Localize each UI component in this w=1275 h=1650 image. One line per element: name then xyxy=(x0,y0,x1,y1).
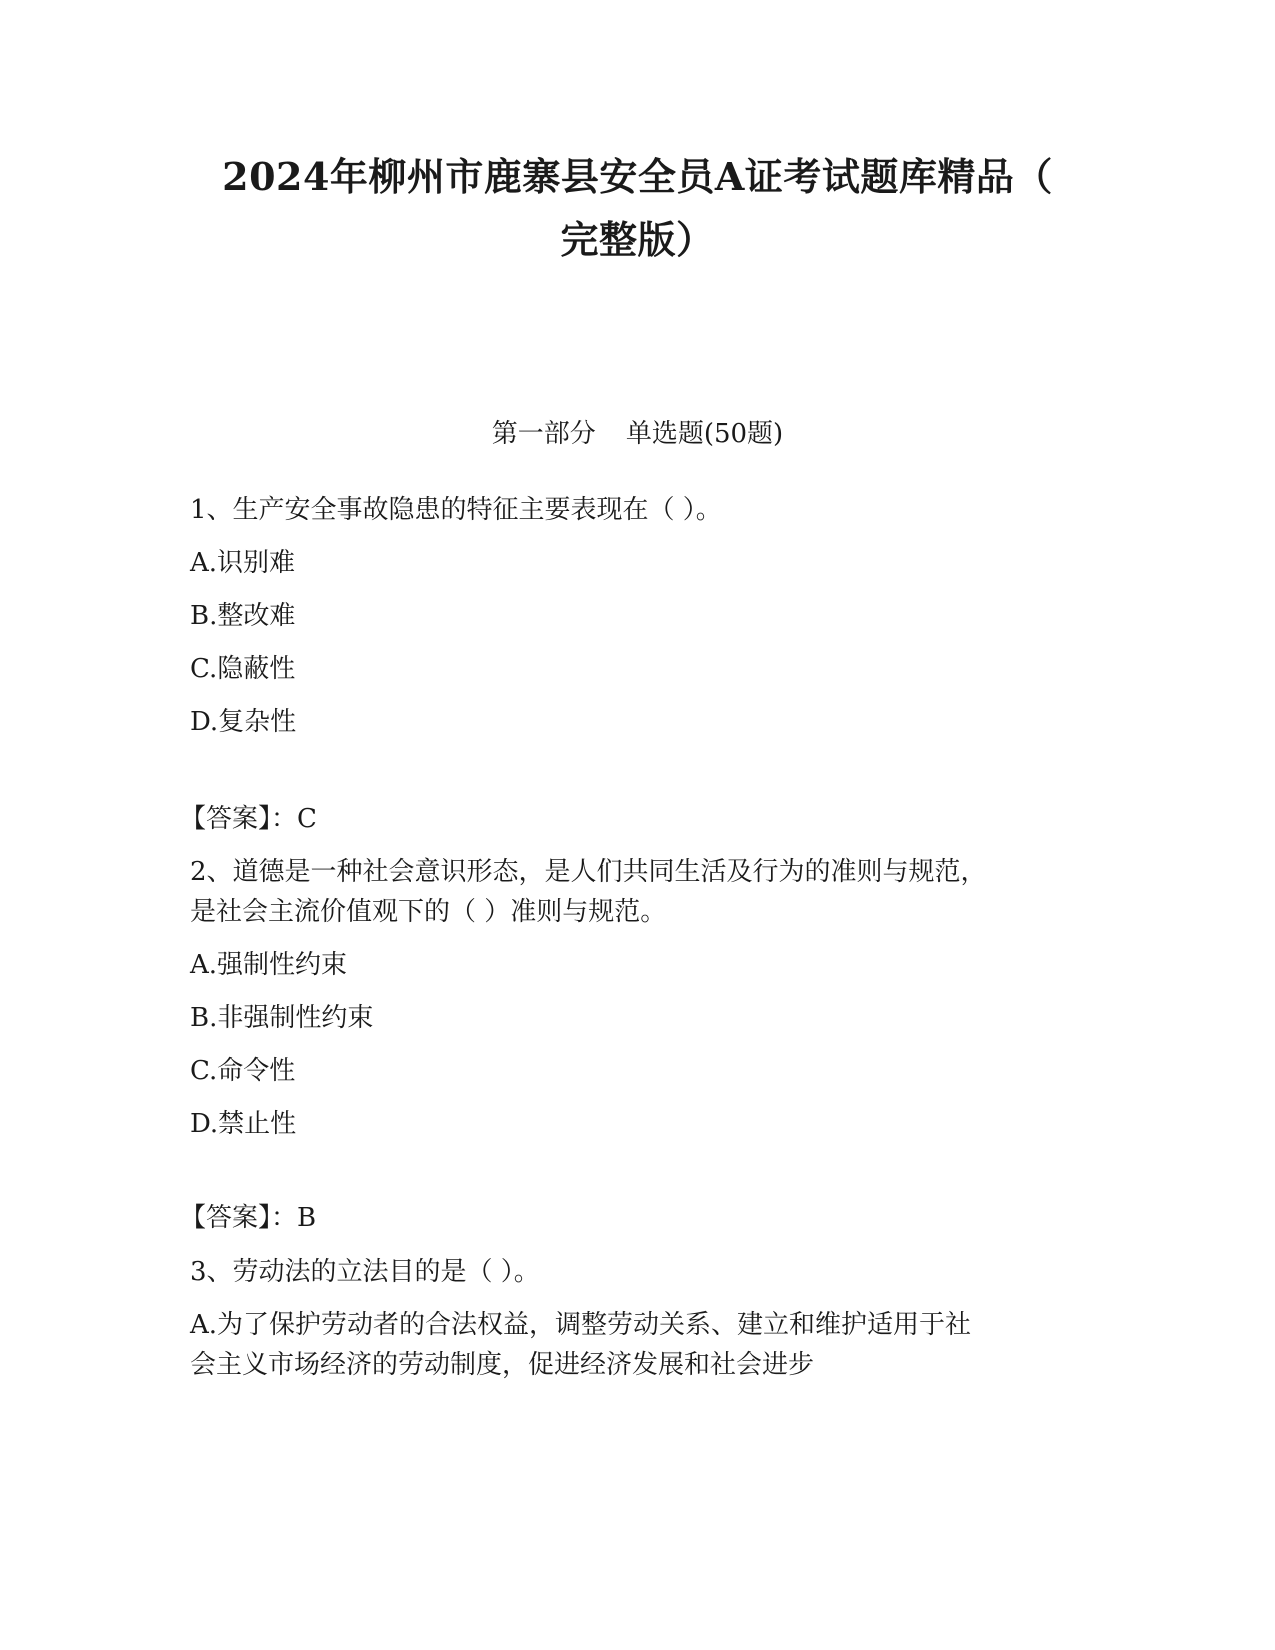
question-1-option-a: A.识别难 xyxy=(190,548,296,578)
document-title-line-1: 2024年柳州市鹿寨县安全员A证考试题库精品（ xyxy=(222,154,1053,199)
question-2-option-a: A.强制性约束 xyxy=(190,950,348,980)
question-2-option-b: B.非强制性约束 xyxy=(190,1003,374,1033)
question-3-stem: 3、劳动法的立法目的是（ ）。 xyxy=(190,1257,540,1287)
section-heading xyxy=(150,414,1125,454)
question-2-stem-line-1: 2、道德是一种社会意识形态，是人们共同生活及行为的准则与规范， xyxy=(190,857,987,887)
question-1-answer: 【答案】：C xyxy=(180,804,317,834)
question-3-option-a-line-1: A.为了保护劳动者的合法权益，调整劳动关系、建立和维护适用于社 xyxy=(190,1310,972,1340)
question-3-option-a-line-2: 会主义市场经济的劳动制度，促进经济发展和社会进步 xyxy=(190,1350,815,1380)
question-1-option-c: C.隐蔽性 xyxy=(190,654,296,684)
question-1-stem: 1、生产安全事故隐患的特征主要表现在（ ）。 xyxy=(190,495,722,525)
question-2-stem-line-2: 是社会主流价值观下的（ ）准则与规范。 xyxy=(190,897,667,927)
question-2-option-d: D.禁止性 xyxy=(190,1109,297,1139)
section-part: 第一部分 xyxy=(491,419,596,449)
question-1-option-d: D.复杂性 xyxy=(190,707,297,737)
question-2-answer: 【答案】：B xyxy=(180,1203,317,1233)
document-title-line-2: 完整版） xyxy=(560,217,715,262)
question-2-option-c: C.命令性 xyxy=(190,1056,296,1086)
section-name: 单选题(50题) xyxy=(625,419,784,449)
question-1-option-b: B.整改难 xyxy=(190,601,296,631)
